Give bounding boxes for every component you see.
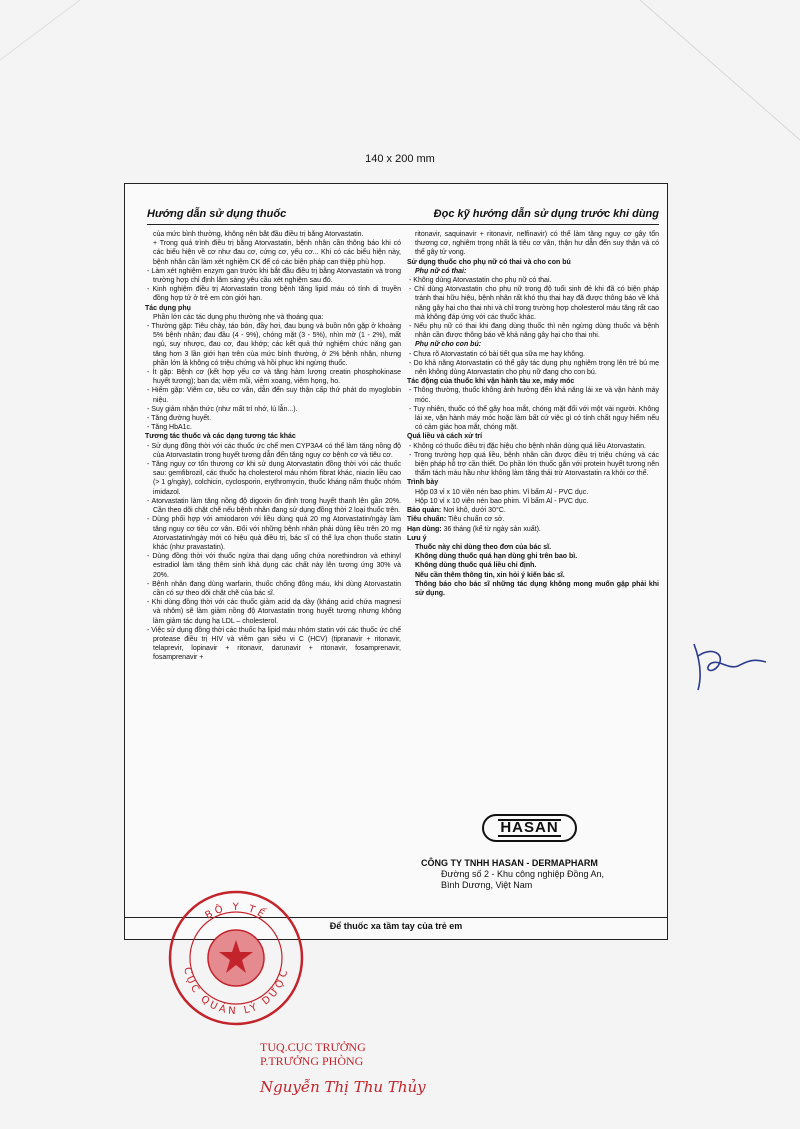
company-address-line2: Bình Dương, Việt Nam xyxy=(441,880,533,890)
left-column xyxy=(145,230,401,935)
section-heading-packaging: Trình bày xyxy=(407,479,439,487)
subheading-pregnant: Phụ nữ có thai: xyxy=(415,267,467,275)
pack-line: Hộp 03 vỉ x 10 viên nén bao phim. Vỉ bấm Al - PVC dục. xyxy=(415,488,589,496)
bullet: - Dùng phối hợp với amiodaron với liều dùng quá 20 mg Atorvastatin/ngày làm tăng nguy cơ tiêu cơ vân. Đối với những bệnh nhân phải dùng liều trên 20 mg Atorvastatin/ngày mới có hiệu quả điều trị, bác sĩ có thể lựa chọn thuốc statin khác (như pravastatin). xyxy=(147,516,401,551)
bullet: - Tuy nhiên, thuốc có thể gây hoa mắt, chóng mặt đối với một vài người. Không lái xe, vận hành máy móc hoặc làm bất cứ việc gì có tính chất nguy hiểm nếu có cảm giác hoa mắt, chóng mặt. xyxy=(409,405,659,432)
approval-signature: Nguyễn Thị Thu Thủy xyxy=(260,1078,426,1096)
section-heading-pregnancy: Sử dụng thuốc cho phụ nữ có thai và cho con bú xyxy=(407,258,571,266)
note-line: Thông báo cho bác sĩ những tác dụng không mong muốn gặp phải khi sử dụng. xyxy=(415,580,659,597)
bullet: - Nếu phụ nữ có thai khi đang dùng thuốc thì nên ngừng dùng thuốc và bệnh nhân cần được thông báo về khả năng gây hại cho thai nhi. xyxy=(409,323,659,340)
approval-title-1: TUQ.CỤC TRƯỞNG xyxy=(260,1040,366,1054)
bullet: - Khi dùng đồng thời với các thuốc giảm acid dạ dày (kháng acid chứa magnesi và nhôm) sẽ làm giảm nồng độ Atorvastatin trong huyết tương nhưng không làm giảm tác dụng hạ LDL – cholesterol. xyxy=(147,599,401,625)
expiry-line: Hạn dùng: 36 tháng (kể từ ngày sản xuất). xyxy=(407,525,541,533)
note-line: Không dùng thuốc quá hạn dùng ghi trên bao bì. xyxy=(415,553,578,561)
header-right-title: Đọc kỹ hướng dẫn sử dụng trước khi dùng xyxy=(433,208,659,220)
company-address-line1: Đường số 2 - Khu công nghiệp Đồng An, xyxy=(441,869,605,879)
bullet: - Thông thường, thuốc không ảnh hưởng đến khả năng lái xe và vận hành máy móc. xyxy=(409,387,659,404)
section-heading-interactions: Tương tác thuốc và các dạng tương tác khác xyxy=(145,433,296,441)
subheading-breastfeeding: Phụ nữ cho con bú: xyxy=(415,341,482,349)
bullet: - Không có thuốc điều trị đặc hiệu cho bệnh nhân dùng quá liều Atorvastatin. xyxy=(409,442,647,450)
bullet: - Hiếm gặp: Viêm cơ, tiêu cơ vân, dẫn đến suy thận cấp thứ phát do myoglobin niệu. xyxy=(147,387,401,404)
header-left-title: Hướng dẫn sử dụng thuốc xyxy=(147,208,287,220)
right-column xyxy=(407,230,659,730)
note-line: Thuốc này chỉ dùng theo đơn của bác sĩ. xyxy=(415,543,552,551)
storage-line: Bảo quản: Nơi khô, dưới 30°C. xyxy=(407,507,506,515)
bullet: - Thường gặp: Tiêu chảy, táo bón, đầy hơi, đau bụng và buồn nôn gặp ở khoảng 5% bệnh nhân; đau đầu (4 - 9%), chóng mặt (3 - 5%), nhìn mờ (1 - 2%), mất ngủ, suy nhược, đau cơ, đau khớp; các kết quả thử nghiệm chức năng gan tăng hơn 3 lần giới hạn trên của mức bình thường, ở 2% bệnh nhân, nhưng phần lớn là không có triệu chứng và hồi phục khi ngừng thuốc. xyxy=(147,323,401,367)
section-heading-side-effects: Tác dụng phụ xyxy=(145,304,191,312)
leaflet-header xyxy=(147,208,659,225)
leaflet-panel xyxy=(124,183,668,940)
bullet: - Việc sử dụng đồng thời các thuốc hạ lipid máu nhóm statin với các thuốc ức chế protease điều trị HIV và viêm gan siêu vi C (HCV) (tipranavir + ritonavir, telaprevir, lopinavir + ritonavir, darunavir + ritonavir, fosamprenavir, fosamprenavir + xyxy=(147,626,401,662)
footer-warning: Để thuốc xa tầm tay của trẻ em xyxy=(125,917,667,931)
paragraph: của mức bình thường, không nên bắt đầu điều trị bằng Atorvastatin. xyxy=(153,231,364,238)
signature-mark-right xyxy=(682,636,782,696)
bullet: - Bệnh nhân đang dùng warfarin, thuốc chống đông máu, khi dùng Atorvastatin cần có sự theo dõi chặt chẽ của bác sĩ. xyxy=(147,580,401,597)
bullet: - Trong trường hợp quá liều, bệnh nhân cần được điều trị triệu chứng và các biện pháp hỗ trợ cần thiết. Do phần lớn thuốc gắn với protein huyết tương nên thẩm tách máu hầu như không làm tăng thải trừ Atorvastatin ra khỏi cơ thể. xyxy=(409,451,659,478)
bullet: - Dùng đồng thời với thuốc ngừa thai dạng uống chứa norethindron và ethinyl estradiol làm tăng thêm sinh khả dụng các chất này lên tương ứng 30% và 20%. xyxy=(147,553,401,579)
approval-title-2: P.TRƯỞNG PHÒNG xyxy=(260,1054,364,1068)
svg-text:CỤC QUẢN LÝ DƯỢC: CỤC QUẢN LÝ DƯỢC xyxy=(181,966,291,1018)
section-heading-overdose: Quá liều và cách xử trí xyxy=(407,433,483,441)
paragraph: Phần lớn các tác dụng phụ thường nhẹ và thoáng qua: xyxy=(153,313,324,321)
bullet: - Suy giảm nhận thức (như mất trí nhớ, lú lẫn...). xyxy=(147,405,298,413)
bullet: - Atorvastatin làm tăng nồng độ digoxin ổn định trong huyết thanh lên gần 20%. Cần theo dõi chặt chẽ nếu bệnh nhân đang sử dụng đồng thời 2 loại thuốc trên. xyxy=(147,497,401,515)
note-line: Không dùng thuốc quá liều chỉ định. xyxy=(415,562,537,570)
paragraph: ritonavir, saquinavir + ritonavir, nelfinavir) có thể làm tăng nguy cơ gây tổn thương cơ, nghiêm trọng nhất là tiêu cơ vân, thận hư dẫn đến suy thận và có thể gây tử vong. xyxy=(415,231,659,257)
paragraph: + Trong quá trình điều trị bằng Atorvastatin, bệnh nhân cần thông báo khi có các biểu hiện về cơ như đau cơ, cứng cơ, yếu cơ... Khi có các biểu hiện này, bệnh nhân cần làm xét nghiệm CK để có các biện pháp can thiệp phù hợp. xyxy=(153,240,401,266)
bullet: - Ít gặp: Bệnh cơ (kết hợp yếu cơ và tăng hàm lượng creatin phosphokinase huyết tương); ban da; viêm mũi, viêm xoang, viêm họng, ho. xyxy=(147,369,401,386)
bullet: - Tăng nguy cơ tổn thương cơ khi sử dụng Atorvastatin đồng thời với các thuốc sau: gemfibrozil, các thuốc hạ cholesterol máu nhóm fibrat khác, niacin liều cao (> 1 g/ngày), colchicin, cyclosporin, erythromycin, thuốc kháng nấm thuộc nhóm imidazol. xyxy=(147,461,401,496)
standard-line: Tiêu chuẩn: Tiêu chuẩn cơ sở. xyxy=(407,516,505,524)
svg-text:BỘ Y TẾ: BỘ Y TẾ xyxy=(203,901,269,922)
bullet: - Tăng HbA1c. xyxy=(147,424,193,432)
bullet: - Chưa rõ Atorvastatin có bài tiết qua sữa mẹ hay không. xyxy=(409,350,585,358)
ministry-stamp xyxy=(166,888,306,1028)
hasan-logo: HASAN xyxy=(482,814,577,842)
approval-block xyxy=(260,1040,460,1094)
section-heading-driving: Tác động của thuốc khi vận hành tàu xe, máy móc xyxy=(407,378,575,386)
bullet: - Kinh nghiệm điều trị Atorvastatin trong bệnh tăng lipid máu có tính di truyền đồng hợp tử ở trẻ em còn giới hạn. xyxy=(147,286,401,303)
bullet: - Tăng đường huyết. xyxy=(147,415,212,423)
bullet: - Do khả năng Atorvastatin có thể gây tác dụng phụ nghiêm trọng lên trẻ bú mẹ nên không dùng Atorvastatin cho phụ nữ đang cho con bú. xyxy=(409,359,659,377)
section-heading-note: Lưu ý xyxy=(407,534,427,542)
bullet: - Chỉ dùng Atorvastatin cho phụ nữ trong độ tuổi sinh đẻ khi đã có biện pháp tránh thai hữu hiệu, bệnh nhân rất khó thụ thai hay đã được thông báo về khả năng gây hại cho thai nhi và chỉ trong trường hợp cholesterol máu tăng rất cao mà không đáp ứng với các thuốc khác. xyxy=(409,286,659,321)
note-line: Nếu cần thêm thông tin, xin hỏi ý kiến bác sĩ. xyxy=(415,571,565,579)
pack-line: Hộp 10 vỉ x 10 viên nén bao phim. Vỉ bấm Al - PVC dục. xyxy=(415,497,589,505)
dimension-label: 140 x 200 mm xyxy=(365,153,435,165)
company-name: CÔNG TY TNHH HASAN - DERMAPHARM xyxy=(421,858,598,868)
bullet: - Sử dụng đồng thời với các thuốc ức chế men CYP3A4 có thể làm tăng nồng độ của Atorvastatin trong huyết tương dẫn đến tăng nguy cơ bệnh cơ và tiêu cơ. xyxy=(147,442,401,459)
company-block xyxy=(421,858,661,891)
bullet: - Không dùng Atorvastatin cho phụ nữ có thai. xyxy=(409,277,552,285)
bullet: - Làm xét nghiệm enzym gan trước khi bắt đầu điều trị bằng Atorvastatin và trong trường hợp chỉ định lâm sàng yêu cầu xét nghiệm sau đó. xyxy=(147,267,401,285)
